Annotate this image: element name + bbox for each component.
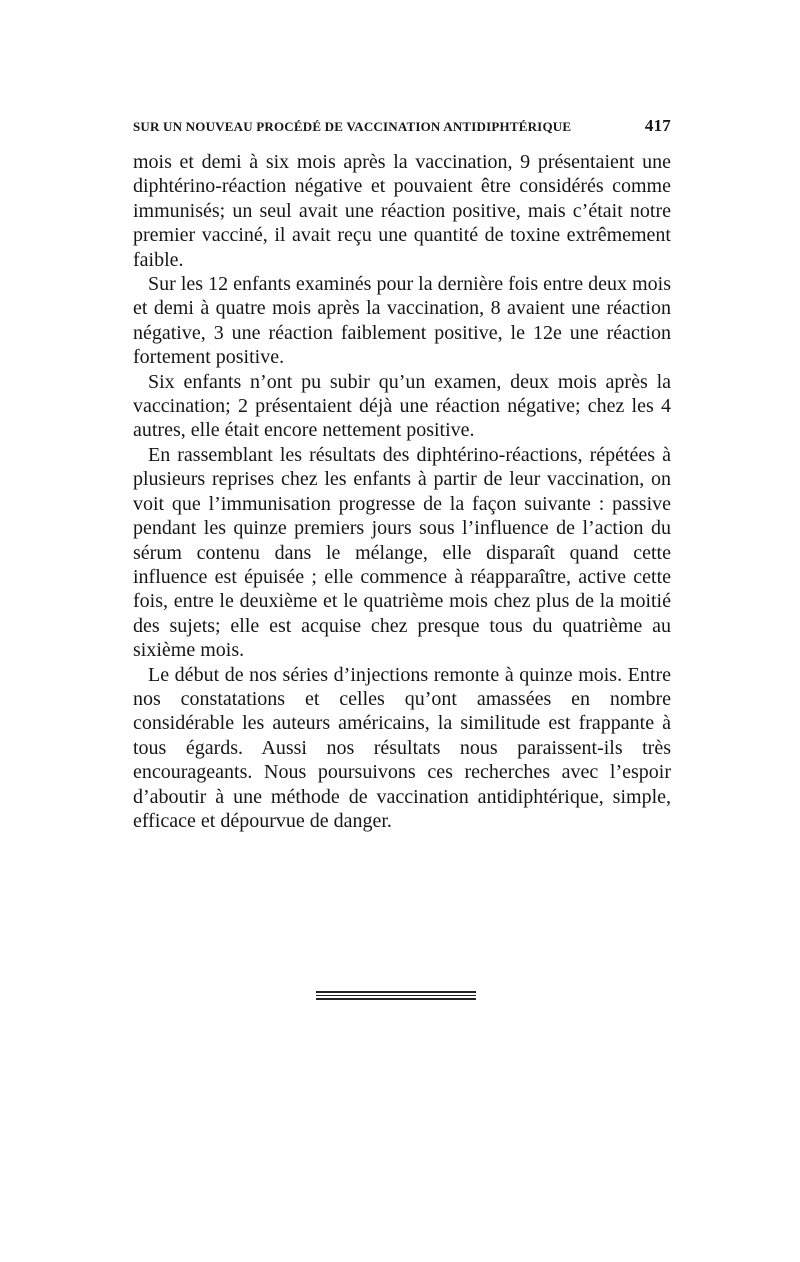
paragraph: Sur les 12 enfants examinés pour la dernière fois entre deux mois et demi à quatre mois après la vaccination, 8 avaient une réaction négative, 3 une réaction faiblement positive, le 12e une réaction fortement positive. [133, 273, 671, 369]
paragraph: Six enfants n’ont pu subir qu’un examen, deux mois après la vaccination; 2 présentaient déjà une réaction négative; chez les 4 autres, elle était encore nettement positive. [133, 370, 671, 442]
running-title: SUR UN NOUVEAU PROCÉDÉ DE VACCINATION ANTIDIPHTÉRIQUE [133, 119, 572, 134]
body-text [133, 150, 671, 833]
end-of-article-rule [316, 991, 476, 1002]
paragraph: En rassemblant les résultats des diphtérino-réactions, répétées à plusieurs reprises chez les enfants à partir de leur vaccination, on voit que l’immunisation progresse de la façon suivante : passive pendant les quinze premiers jours sous l’influence de l’action du sérum contenu dans le mélange, elle disparaît quand cette influence est épuisée ; elle commence à réapparaître, active cette fois, entre le deuxième et le quatrième mois chez plus de la moitié des sujets; elle est acquise chez presque tous du quatrième au sixième mois. [133, 443, 671, 662]
page-number: 417 [644, 116, 671, 135]
paragraph-continued: mois et demi à six mois après la vaccination, 9 présentaient une diphtérino-réaction négative et pouvaient être considérés comme immunisés; un seul avait une réaction positive, mais c’était notre premier vacciné, il avait reçu une quantité de toxine extrêmement faible. [133, 151, 671, 271]
paragraph: Le début de nos séries d’injections remonte à quinze mois. Entre nos constatations et celles qu’ont amassées en nombre considérable les auteurs américains, la similitude est frappante à tous égards. Aussi nos résultats nous paraissent-ils très encourageants. Nous poursuivons ces recherches avec l’espoir d’aboutir à une méthode de vaccination antidiphtérique, simple, efficace et dépourvue de danger. [133, 663, 671, 832]
running-head [133, 116, 671, 136]
